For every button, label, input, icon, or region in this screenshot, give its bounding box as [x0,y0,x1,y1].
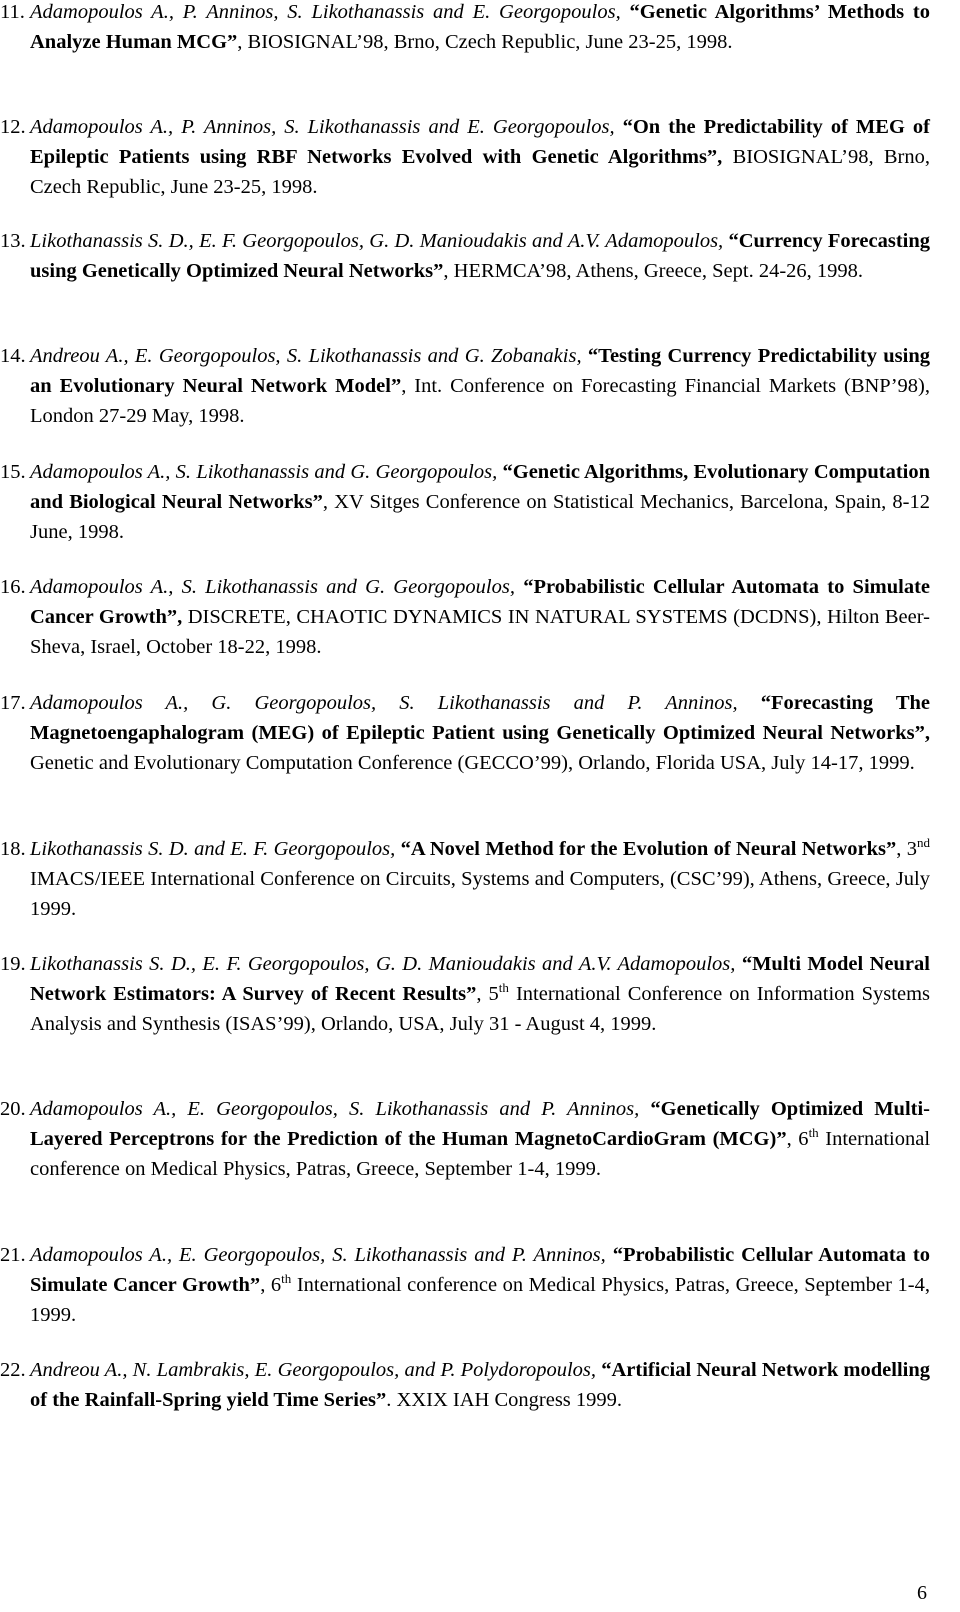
reference-number: 14. [0,345,26,367]
reference-authors: Adamopoulos A., S. Likothanassis and G. Georgopoulos, [30,576,515,598]
reference-authors: Likothanassis S. D., E. F. Georgopoulos, G. D. Manioudakis and A.V. Adamopoulos, [30,953,736,975]
reference-number: 19. [0,953,26,975]
reference-venue-rest: International conference on Medical Physics, Patras, Greece, September 1-4, 1999. [30,1274,930,1326]
reference-number: 13. [0,230,26,252]
reference-venue: , 6 [786,1128,809,1150]
reference-title: “Artificial Neural Network modelling of the Rainfall-Spring yield Time Series” [30,1359,930,1411]
reference-title: “A Novel Method for the Evolution of Neural Networks” [400,838,897,860]
ordinal-suffix: th [498,980,509,996]
reference-number: 21. [0,1244,26,1266]
reference-number: 20. [0,1098,26,1120]
reference-19 [0,949,931,1039]
reference-authors: Likothanassis S. D. and E. F. Georgopoulos, [30,838,396,860]
reference-number: 16. [0,576,26,598]
reference-title: “Probabilistic Cellular Automata to Simulate Cancer Growth” [30,1244,930,1296]
reference-title: “Multi Model Neural Network Estimators: A Survey of Recent Results” [30,953,930,1005]
reference-number: 12. [0,116,26,138]
reference-17 [0,688,930,778]
reference-title: “Forecasting The Magnetoengaphalogram (MEG) of Epileptic Patient using Genetically Optimized Neural Networks”, [30,692,930,744]
reference-authors: Adamopoulos A., P. Anninos, S. Likothanassis and E. Georgopoulos, [30,1,621,23]
reference-authors: Adamopoulos A., S. Likothanassis and G. Georgopoulos, [30,461,498,483]
reference-authors: Adamopoulos A., G. Georgopoulos, S. Likothanassis and P. Anninos, [30,692,738,714]
reference-number: 11. [0,1,25,23]
reference-venue: . XXIX IAH Congress 1999. [386,1389,623,1411]
reference-22 [0,1355,930,1415]
reference-venue: , BIOSIGNAL’98, Brno, Czech Republic, June 23-25, 1998. [237,31,733,53]
reference-venue: , HERMCA’98, Athens, Greece, Sept. 24-26, 1998. [443,260,864,282]
reference-authors: Likothanassis S. D., E. F. Georgopoulos, G. D. Manioudakis and A.V. Adamopoulos, [30,230,724,252]
reference-title: “On the Predictability of MEG of Epileptic Patients using RBF Networks Evolved with Genetic Algorithms”, [30,116,930,168]
reference-13 [0,226,931,286]
reference-authors: Andreou A., E. Georgopoulos, S. Likothanassis and G. Zobanakis, [30,345,582,367]
reference-title: “Genetic Algorithms’ Methods to Analyze Human MCG” [30,1,930,53]
ordinal-suffix: th [808,1125,819,1141]
reference-title: “Currency Forecasting using Genetically Optimized Neural Networks” [30,230,931,282]
reference-18 [0,834,931,924]
reference-venue: , Int. Conference on Forecasting Financial Markets (BNP’98), London 27-29 May, 1998. [30,375,930,427]
ordinal-suffix: nd [917,835,931,851]
reference-venue: Genetic and Evolutionary Computation Conference (GECCO’99), Orlando, Florida USA, July 14-17, 1999. [30,752,915,774]
reference-15 [0,457,930,547]
reference-title: “Genetic Algorithms, Evolutionary Computation and Biological Neural Networks” [30,461,930,513]
page-number: 6 [917,1582,927,1604]
reference-title: “Testing Currency Predictability using an Evolutionary Neural Network Model” [30,345,930,397]
reference-14 [0,341,930,431]
reference-number: 15. [0,461,26,483]
reference-authors: Andreou A., N. Lambrakis, E. Georgopoulos, and P. Polydoropoulos, [30,1359,596,1381]
reference-authors: Adamopoulos A., E. Georgopoulos, S. Likothanassis and P. Anninos, [30,1244,606,1266]
reference-11 [0,0,930,57]
reference-venue: DISCRETE, CHAOTIC DYNAMICS IN NATURAL SYSTEMS (DCDNS), Hilton Beer-Sheva, Israel, October 18-22, 1998. [30,606,930,658]
reference-number: 18. [0,838,26,860]
reference-venue: , 3 [896,838,918,860]
reference-venue-rest: International Conference on Information Systems Analysis and Synthesis (ISAS’99), Orlando, USA, July 31 - August 4, 1999. [30,983,931,1035]
reference-16 [0,572,930,662]
ordinal-suffix: th [281,1271,292,1287]
reference-title: “Genetically Optimized Multi-Layered Perceptrons for the Prediction of the Human MagnetoCardioGram (MCG)” [30,1098,931,1150]
reference-venue: , 6 [260,1274,282,1296]
reference-venue-rest: International conference on Medical Physics, Patras, Greece, September 1-4, 1999. [30,1128,931,1180]
reference-number: 22. [0,1359,26,1381]
reference-20 [0,1094,931,1184]
reference-venue: , XV Sitges Conference on Statistical Mechanics, Barcelona, Spain, 8-12 June, 1998. [30,491,930,543]
reference-authors: Adamopoulos A., P. Anninos, S. Likothanassis and E. Georgopoulos, [30,116,615,138]
reference-venue: BIOSIGNAL’98, Brno, Czech Republic, June 23-25, 1998. [30,146,930,198]
reference-21 [0,1240,930,1330]
reference-title: “Probabilistic Cellular Automata to Simulate Cancer Growth”, [30,576,930,628]
reference-venue: , 5 [476,983,499,1005]
reference-12 [0,112,930,202]
reference-venue-rest: IMACS/IEEE International Conference on Circuits, Systems and Computers, (CSC’99), Athens, Greece, July 1999. [30,868,930,920]
reference-number: 17. [0,692,26,714]
reference-authors: Adamopoulos A., E. Georgopoulos, S. Likothanassis and P. Anninos, [30,1098,640,1120]
